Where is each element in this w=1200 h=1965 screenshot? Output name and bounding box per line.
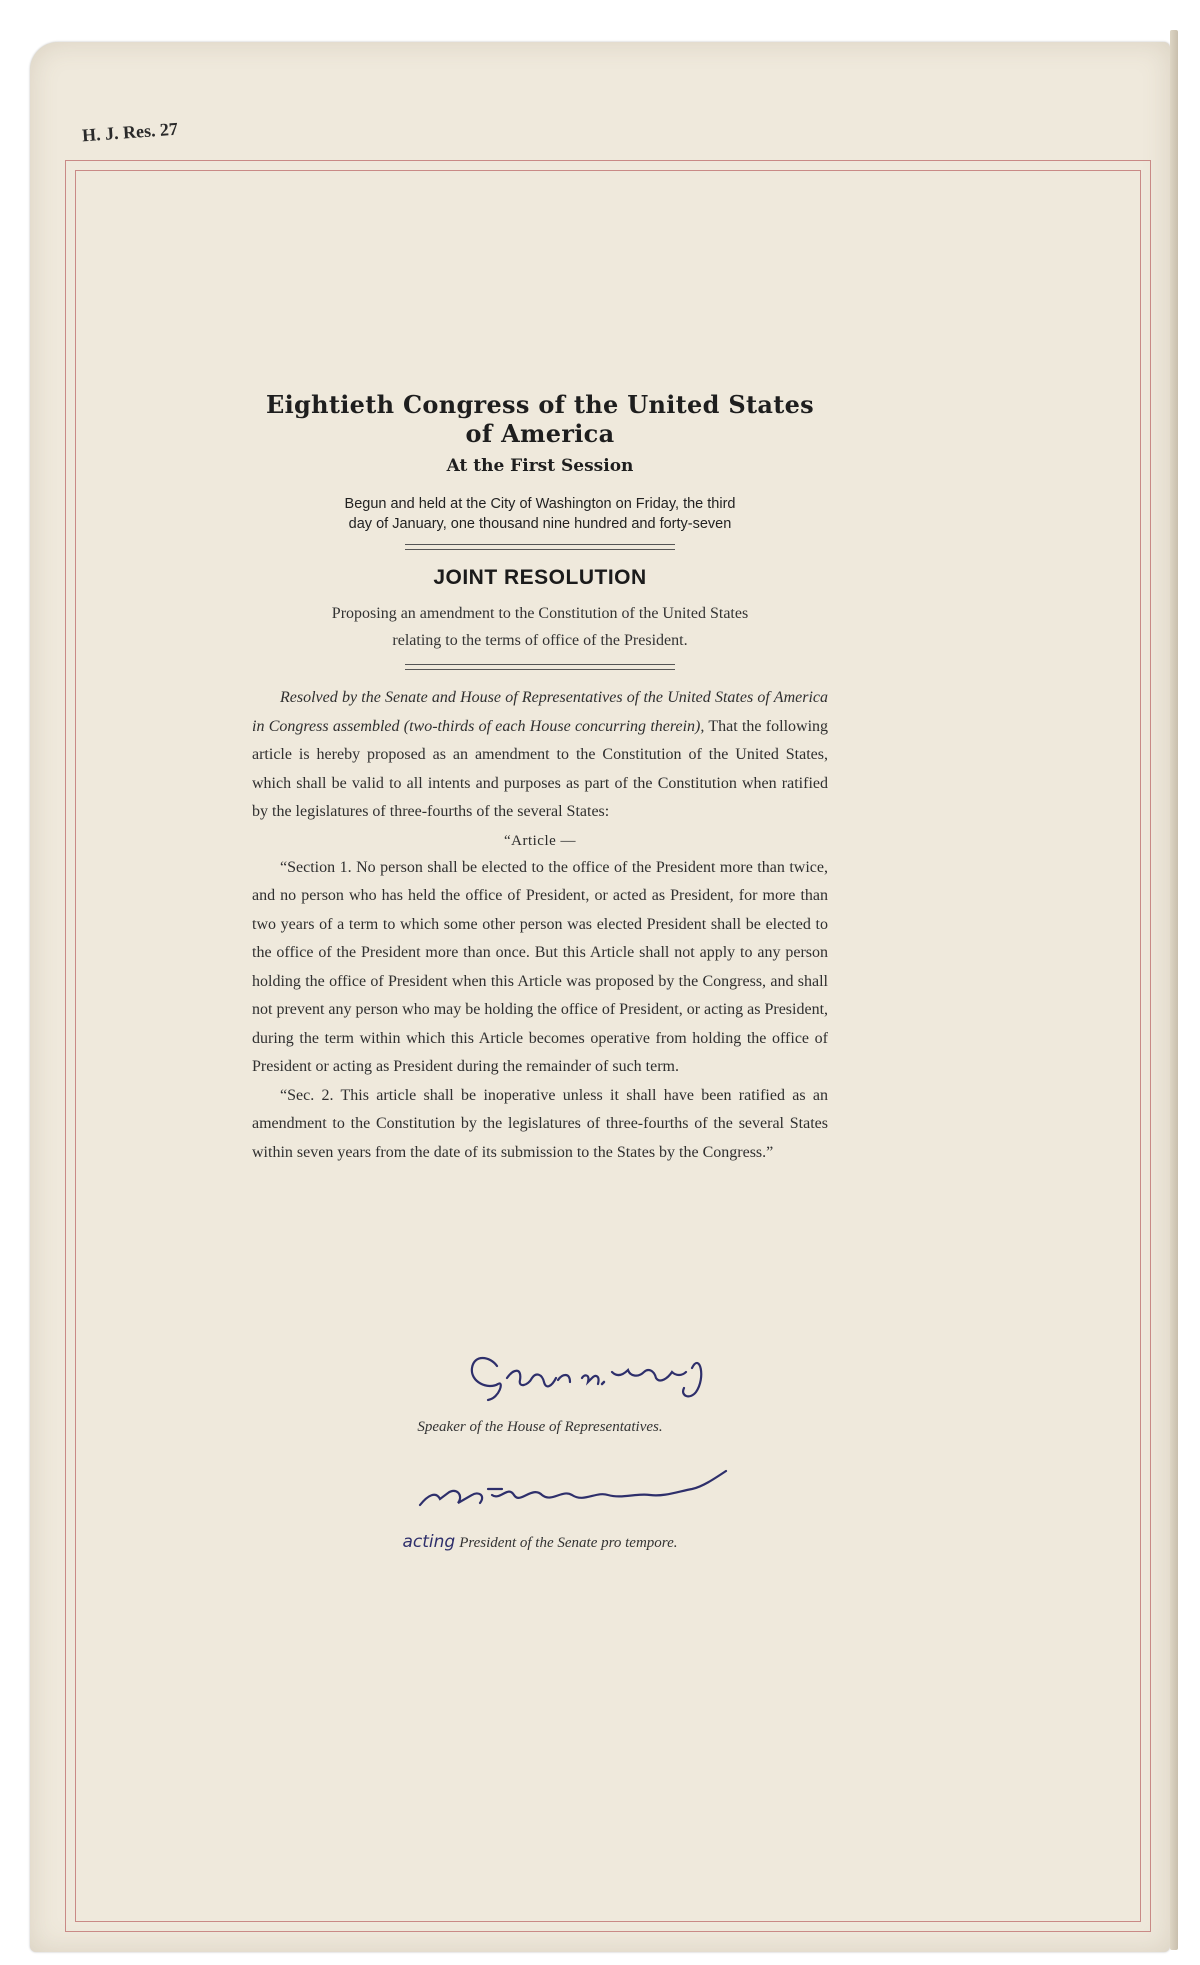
page-edge [1170, 30, 1178, 1950]
session-heading: At the First Session [446, 456, 634, 476]
article-heading: “Article — [503, 832, 577, 849]
senate-signature [252, 1465, 828, 1525]
speaker-signature-block [252, 1338, 828, 1436]
resolved-clause: Resolved by the Senate and House of Representatives of the United States of America in Congress assembled (two-thirds of each House concurring therein), [252, 689, 828, 735]
proposing-text [252, 600, 828, 654]
senate-signature-block [252, 1465, 828, 1552]
resolution-number: H. J. Res. 27 [81, 118, 179, 146]
joint-resolution-title: JOINT RESOLUTION [433, 566, 647, 589]
resolved-rest: That the following article is hereby proposed as an amendment to the Constitution of the United States, which shall be valid to all intents and purposes as part of the Constitution when ratified by the legislatures of three-fourths of the several States: [252, 717, 829, 820]
proposing-line-2: relating to the terms of office of the President. [392, 632, 688, 649]
section-2: “Sec. 2. This article shall be inoperative unless it shall have been ratified as an amendment to the Constitution by the legislatures of three-fourths of the several States within seven years from the date of its submission to the States by the Congress.” [252, 1086, 828, 1161]
speaker-signature [252, 1338, 828, 1408]
proposing-line-1: Proposing an amendment to the Constitution of the United States [331, 605, 749, 622]
section-1: “Section 1. No person shall be elected to the office of the President more than twice, and no person who has held the office of President, or acted as President, for more than two years of a term to which some other person was elected President shall be elected to the office of the President more than once. But this Article shall not apply to any person holding the office of President when this Article was proposed by the Congress, and shall not prevent any person who may be holding the office of President, or acting as President, during the term within which this Article becomes operative from holding the office of President or acting as President during the remainder of such term. [252, 858, 829, 1075]
senate-caption: President of the Senate pro tempore. [459, 1535, 678, 1551]
resolved-paragraph [252, 684, 828, 827]
acting-handwritten: acting [402, 1532, 456, 1552]
double-rule [405, 544, 675, 550]
senate-caption-line [252, 1532, 828, 1552]
begun-text [292, 494, 788, 534]
begun-line-1: Begun and held at the City of Washington on Friday, the third [344, 496, 736, 512]
speaker-caption: Speaker of the House of Representatives. [417, 1419, 663, 1435]
document-body [252, 390, 828, 1167]
congress-heading: Eightieth Congress of the United States of America [265, 390, 814, 448]
begun-line-2: day of January, one thousand nine hundred and forty-seven [348, 516, 732, 532]
double-rule [405, 664, 675, 670]
